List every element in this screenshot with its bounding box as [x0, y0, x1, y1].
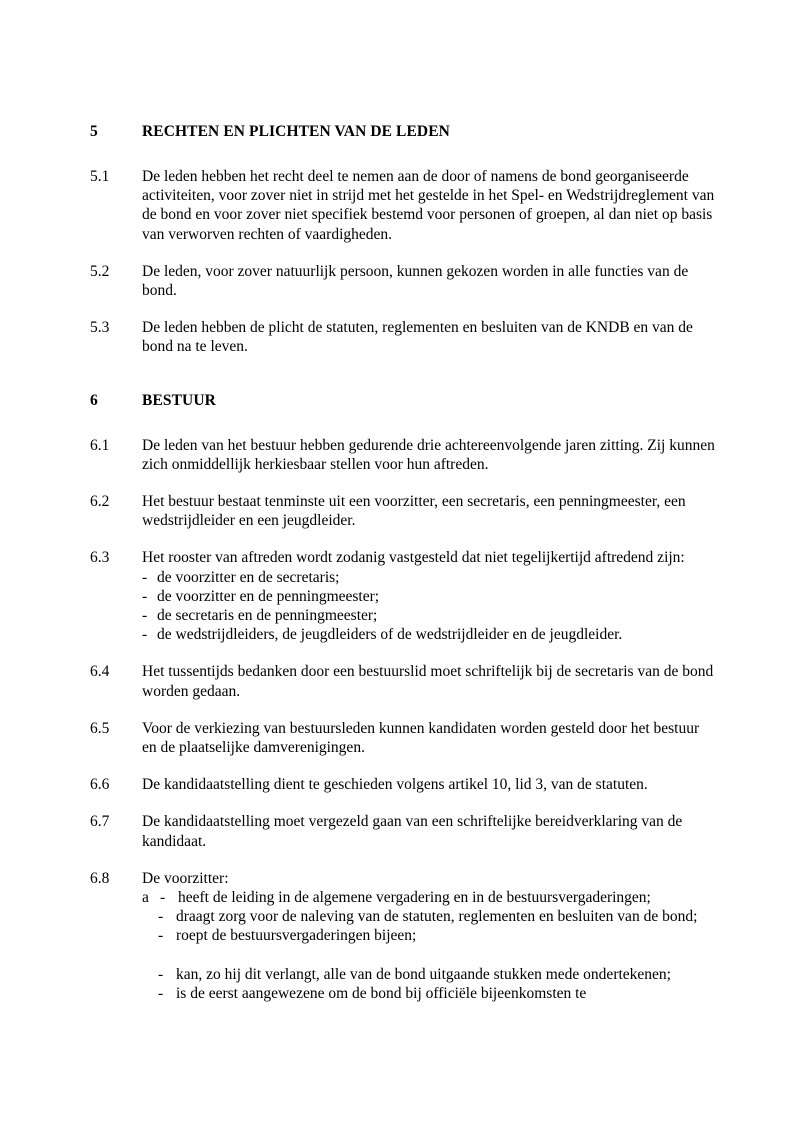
- section-heading-5: [90, 122, 715, 141]
- list-item-text: heeft de leiding in de algemene vergadering en in de bestuursvergaderingen;: [178, 889, 651, 907]
- list-item: [142, 926, 715, 945]
- clause-text: De kandidaatstelling moet vergezeld gaan van een schriftelijke bereidverklaring van de kandidaat.: [142, 813, 683, 850]
- list-item: [142, 888, 715, 907]
- clause-text: Het rooster van aftreden wordt zodanig vastgesteld dat niet tegelijkertijd aftredend zijn:: [142, 549, 685, 567]
- section-heading-6: [90, 391, 715, 410]
- clause-6-4: [90, 662, 715, 700]
- clause-text: De leden hebben de plicht de statuten, reglementen en besluiten van de KNDB en van de bond na te leven.: [142, 319, 693, 356]
- list-item-text: de wedstrijdleiders, de jeugdleiders of de wedstrijdleider en de jeugdleider.: [157, 626, 623, 644]
- clause-body: [142, 548, 715, 644]
- clause-6-3-dash-list: [142, 568, 715, 645]
- document-body: [90, 122, 715, 1003]
- section-number: 5: [90, 123, 98, 140]
- clause-body: [142, 719, 715, 757]
- clause-number: 6.7: [90, 813, 110, 831]
- clause-5-3: [90, 318, 715, 356]
- list-item: [142, 984, 715, 1003]
- clause-6-7: [90, 812, 715, 850]
- clause-body: [142, 436, 715, 474]
- list-item-text: is de eerst aangewezene om de bond bij officiële bijeenkomsten te: [176, 985, 587, 1003]
- clause-5-2: [90, 262, 715, 300]
- clause-text: De leden, voor zover natuurlijk persoon, kunnen gekozen worden in alle functies van de bond.: [142, 262, 689, 300]
- list-item-text: roept de bestuursvergaderingen bijeen;: [176, 927, 417, 945]
- section-title: RECHTEN EN PLICHTEN VAN DE LEDEN: [142, 123, 450, 140]
- list-item: [142, 625, 715, 644]
- clause-number: 5.2: [90, 262, 110, 280]
- clause-number: 6.8: [90, 869, 110, 887]
- list-item-text: de voorzitter en de penningmeester;: [157, 587, 380, 605]
- clause-6-8: [90, 869, 715, 1003]
- clause-body: [142, 262, 715, 300]
- clause-text: Het tussentijds bedanken door een bestuurslid moet schriftelijk bij de secretaris van de bond worden gedaan.: [142, 663, 714, 700]
- section-title: BESTUUR: [142, 391, 216, 409]
- dash-bullet-icon: -: [142, 607, 148, 625]
- section-number: 6: [90, 391, 98, 409]
- list-item: [142, 907, 715, 926]
- dash-bullet-icon: -: [158, 965, 164, 983]
- clause-body: [142, 869, 715, 1003]
- clause-text: Voor de verkiezing van bestuursleden kunnen kandidaten worden gesteld door het bestuur en de plaatselijke damverenigingen.: [142, 719, 700, 757]
- clause-text: De kandidaatstelling dient te geschieden volgens artikel 10, lid 3, van de statuten.: [142, 776, 648, 794]
- clause-body: [142, 167, 715, 244]
- list-item-text: kan, zo hij dit verlangt, alle van de bond uitgaande stukken mede ondertekenen;: [176, 965, 671, 983]
- clause-text: De voorzitter:: [142, 869, 229, 887]
- dash-bullet-icon: -: [158, 927, 164, 945]
- clause-number: 6.6: [90, 776, 110, 794]
- clause-6-3: [90, 548, 715, 644]
- dash-bullet-icon: -: [142, 587, 148, 605]
- clause-number: 5.1: [90, 168, 110, 185]
- alpha-marker: a: [142, 889, 149, 907]
- clause-body: [142, 812, 715, 850]
- clause-number: 6.3: [90, 549, 110, 567]
- clause-number: 6.2: [90, 493, 110, 511]
- clause-6-8-alpha-list: [142, 888, 715, 1003]
- clause-body: [142, 492, 715, 530]
- clause-number: 5.3: [90, 319, 110, 337]
- clause-body: [142, 318, 715, 356]
- list-item: [142, 965, 715, 984]
- clause-6-6: [90, 775, 715, 794]
- clause-number: 6.1: [90, 436, 110, 454]
- clause-number: 6.5: [90, 719, 110, 737]
- dash-bullet-icon: -: [158, 908, 164, 926]
- dash-bullet-icon: -: [160, 889, 166, 907]
- list-item-text: de voorzitter en de secretaris;: [157, 568, 340, 586]
- dash-bullet-icon: -: [158, 985, 164, 1003]
- clause-6-5: [90, 719, 715, 757]
- clause-body: [142, 775, 715, 794]
- clause-text: De leden van het bestuur hebben gedurende drie achtereenvolgende jaren zitting. Zij kunnen zich onmiddellijk herkiesbaar stellen voor hun aftreden.: [142, 436, 715, 473]
- list-item: [142, 606, 715, 625]
- clause-body: [142, 662, 715, 700]
- dash-bullet-icon: -: [142, 626, 148, 644]
- clause-text: Het bestuur bestaat tenminste uit een voorzitter, een secretaris, een penningmeester, een wedstrijdleider en een jeugdleider.: [142, 493, 686, 530]
- list-item-text: draagt zorg voor de naleving van de statuten, reglementen en besluiten van de bond;: [176, 908, 698, 926]
- clause-6-1: [90, 436, 715, 474]
- clause-6-2: [90, 492, 715, 530]
- list-item: [142, 568, 715, 587]
- dash-bullet-icon: -: [142, 568, 148, 586]
- list-item: [142, 587, 715, 606]
- list-item-text: de secretaris en de penningmeester;: [157, 607, 378, 625]
- clause-text: De leden hebben het recht deel te nemen aan de door of namens de bond georganiseerde activiteiten, voor zover niet in strijd met het gestelde in het Spel- en Wedstrijdreglement van de bond en voor zover niet specifiek bestemd voor personen of groepen, al dan niet op basis van verworven rechten of vaardigheden.: [142, 168, 715, 243]
- clause-5-1: [90, 167, 715, 244]
- clause-number: 6.4: [90, 663, 110, 681]
